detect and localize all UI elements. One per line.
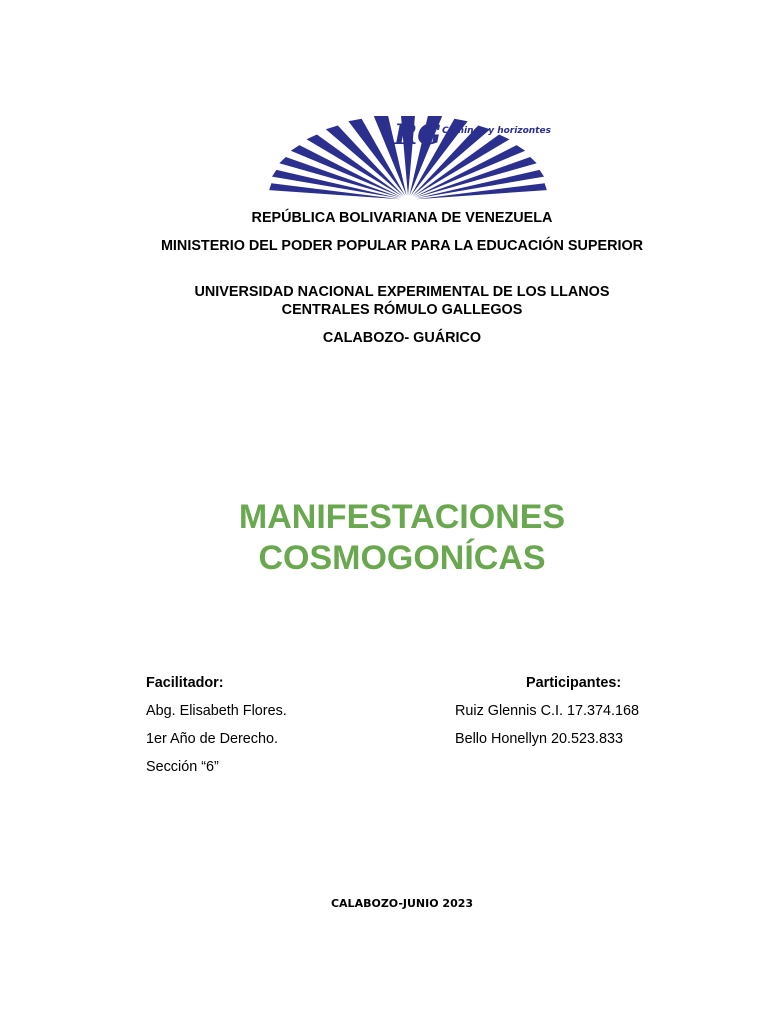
header-university: UNIVERSIDAD NACIONAL EXPERIMENTAL DE LOS LLANOS CENTRALES RÓMULO GALLEGOS [194,284,610,318]
participant-1: Ruiz Glennis C.I. 17.374.168 [455,703,639,719]
participant-2: Bello Honellyn 20.523.833 [455,731,624,747]
header-republic: REPÚBLICA BOLIVARIANA DE VENEZUELA [251,210,553,226]
title-line-2: COSMOGONÍCAS [258,539,546,577]
facilitator-course: 1er Año de Derecho. [146,731,279,747]
facilitator-heading: Facilitador: [146,675,224,691]
logo-monogram: RG [394,118,442,151]
title-line-1: MANIFESTACIONES [238,498,566,536]
participants-heading: Participantes: [526,675,622,691]
header-ministry: MINISTERIO DEL PODER POPULAR PARA LA EDUCACIÓN SUPERIOR [160,238,644,254]
footer-date: CALABOZO-JUNIO 2023 [330,897,474,910]
facilitator-name: Abg. Elisabeth Flores. [146,703,287,719]
logo-tagline: Caminos y horizontes [442,126,551,136]
document-title [84,497,720,579]
university-logo [246,116,570,200]
header-location: CALABOZO- GUÁRICO [322,330,482,346]
facilitator-section: Sección “6” [146,759,219,775]
